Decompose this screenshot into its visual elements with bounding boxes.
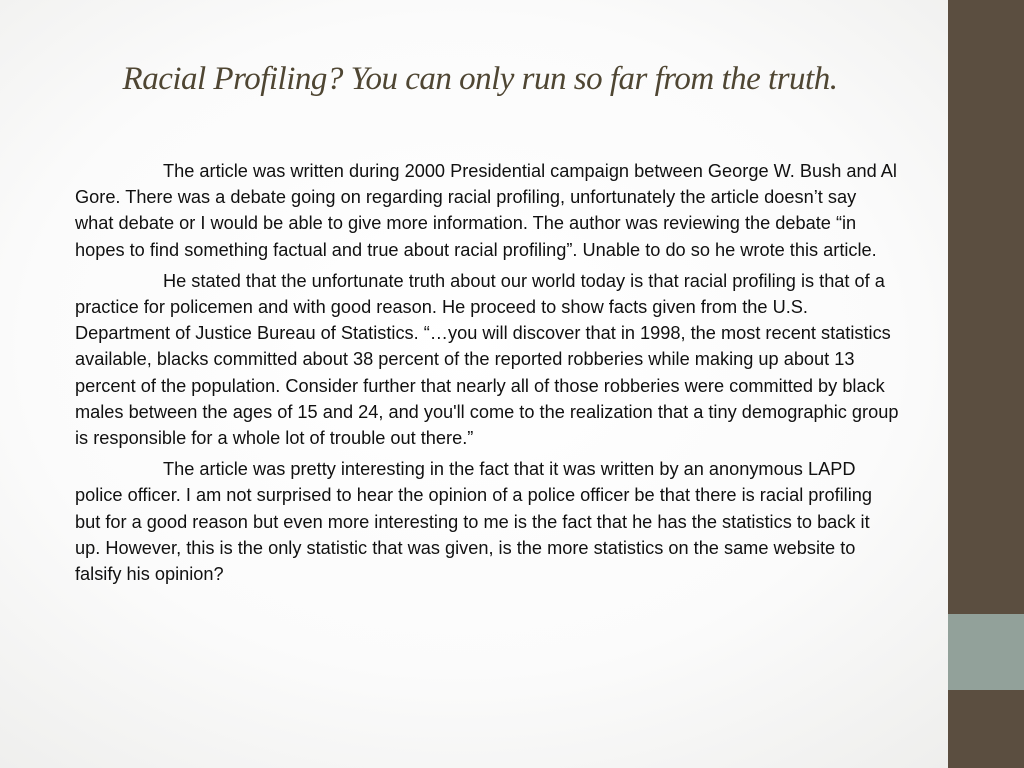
paragraph-3: The article was pretty interesting in the fact that it was written by an anonymous LAPD police officer. I am not surprised to hear the opinion of a police officer be that there is racial profiling but for a good reason but even more interesting to me is the fact that he has the statistics to back it up. However, this is the only statistic that was given, is the more statistics on the same website to falsify his opinion?: [75, 459, 872, 585]
paragraph-1: The article was written during 2000 Presidential campaign between George W. Bush and Al Gore. There was a debate going on regarding racial profiling, unfortunately the article doesn’t say what debate or I would be able to give more information. The author was reviewing the debate “in hopes to find something factual and true about racial profiling”. Unable to do so he wrote this article.: [75, 161, 897, 260]
sidebar-accent-block: [948, 614, 1024, 690]
slide-title: Racial Profiling? You can only run so far from the truth.: [122, 61, 838, 97]
paragraph-2: He stated that the unfortunate truth about our world today is that racial profiling is that of a practice for policemen and with good reason. He proceed to show facts given from the U.S. Department of Justice Bureau of Statistics. “…you will discover that in 1998, the most recent statistics available, blacks committed about 38 percent of the reported robberies while making up about 13 percent of the population. Consider further that nearly all of those robberies were committed by black males between the ages of 15 and 24, and you'll come to the realization that a tiny demographic group is responsible for a whole lot of trouble out there.”: [75, 270, 899, 449]
slide-body: [75, 158, 899, 592]
